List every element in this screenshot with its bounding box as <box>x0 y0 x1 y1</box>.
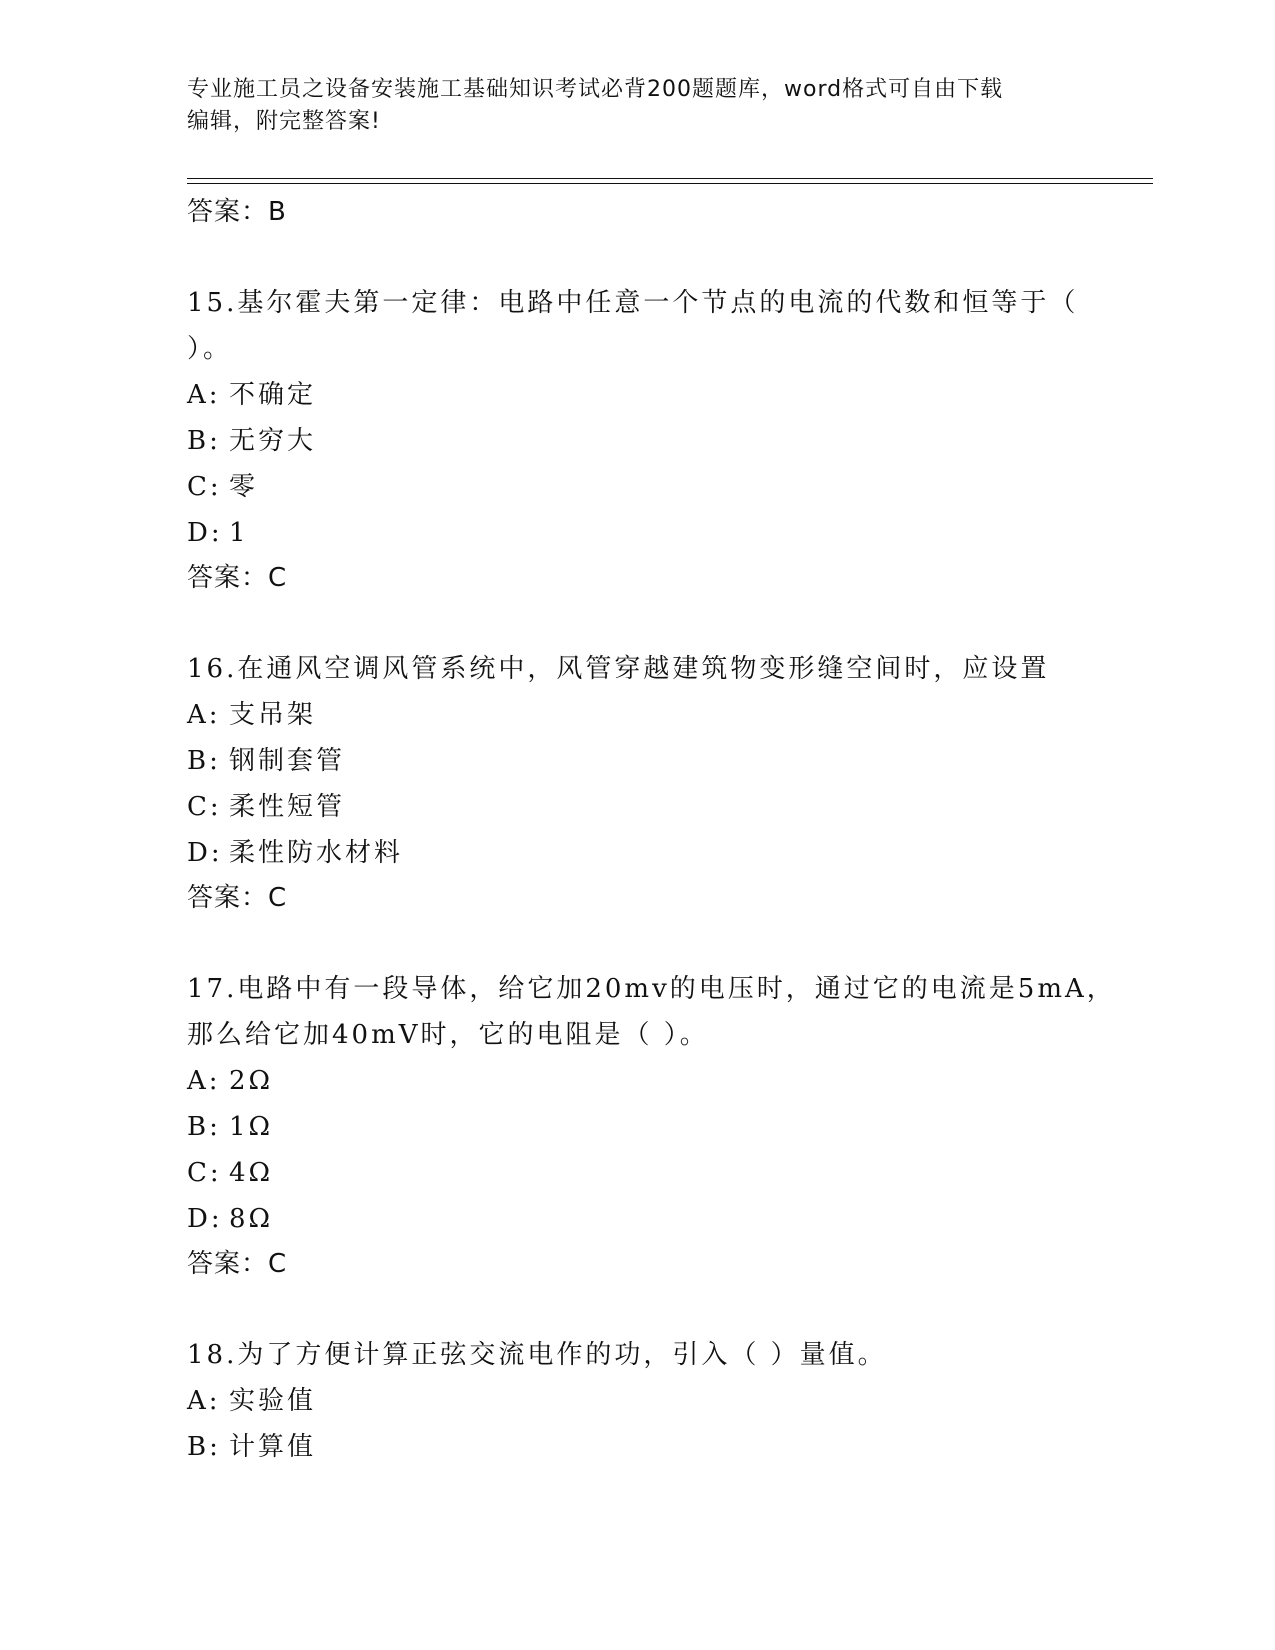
option-label: D: <box>187 518 223 548</box>
question-line-1: 18.为了方便计算正弦交流电作的功，引入（ ）量值。 <box>187 1340 887 1370</box>
option-text: 1 <box>229 518 249 548</box>
option-text: 零 <box>229 472 259 502</box>
option-text: 实验值 <box>229 1386 317 1416</box>
option-d <box>187 830 1147 876</box>
option-text: 计算值 <box>229 1432 317 1462</box>
option-a <box>187 372 1147 418</box>
option-label: C: <box>187 792 222 822</box>
header-divider-top <box>187 178 1153 179</box>
option-label: B: <box>187 746 221 776</box>
question-text <box>187 646 1147 692</box>
question-list <box>187 190 1147 1470</box>
header-line-1: 专业施工员之设备安装施工基础知识考试必背200题题库，word格式可自由下载 <box>187 77 1004 102</box>
option-b <box>187 1104 1147 1150</box>
answer-line: 答案：C <box>187 883 288 913</box>
question-item-15 <box>187 280 1147 600</box>
option-text: 不确定 <box>229 380 317 410</box>
option-d <box>187 510 1147 556</box>
question-text <box>187 966 1147 1058</box>
option-label: B: <box>187 1112 221 1142</box>
option-text: 钢制套管 <box>229 746 346 776</box>
header-divider-bottom <box>187 183 1153 184</box>
option-label: A: <box>187 1066 221 1096</box>
option-text: 1Ω <box>229 1112 274 1142</box>
option-text: 支吊架 <box>229 700 317 730</box>
question-text <box>187 1332 1147 1378</box>
option-a <box>187 1058 1147 1104</box>
option-a <box>187 692 1147 738</box>
question-line-1: 15.基尔霍夫第一定律：电路中任意一个节点的电流的代数和恒等于（ <box>187 288 1079 318</box>
option-c <box>187 464 1147 510</box>
option-label: A: <box>187 1386 221 1416</box>
option-b <box>187 1424 1147 1470</box>
answer-line: 答案：C <box>187 563 288 593</box>
option-label: A: <box>187 700 221 730</box>
option-text: 柔性短管 <box>229 792 346 822</box>
option-label: A: <box>187 380 221 410</box>
question-line-2: 那么给它加40mV时，它的电阻是（ ）。 <box>187 1020 709 1050</box>
option-label: B: <box>187 426 221 456</box>
option-text: 8Ω <box>229 1204 274 1234</box>
option-c <box>187 784 1147 830</box>
answer-line: 答案：C <box>187 1249 288 1279</box>
option-text: 2Ω <box>229 1066 274 1096</box>
option-label: C: <box>187 472 222 502</box>
header-line-2: 编辑，附完整答案! <box>187 109 381 134</box>
option-b <box>187 418 1147 464</box>
option-label: D: <box>187 838 223 868</box>
question-item-18 <box>187 1332 1147 1470</box>
option-text: 柔性防水材料 <box>229 838 404 868</box>
option-c <box>187 1150 1147 1196</box>
option-label: C: <box>187 1158 222 1188</box>
answer-line: 答案：B <box>187 197 287 227</box>
option-text: 4Ω <box>229 1158 274 1188</box>
option-text: 无穷大 <box>229 426 317 456</box>
option-d <box>187 1196 1147 1242</box>
question-line-1: 16.在通风空调风管系统中，风管穿越建筑物变形缝空间时，应设置 <box>187 654 1050 684</box>
question-line-1: 17.电路中有一段导体，给它加20mv的电压时，通过它的电流是5mA， <box>187 974 1116 1004</box>
option-label: B: <box>187 1432 221 1462</box>
option-label: D: <box>187 1204 223 1234</box>
question-line-2: ）。 <box>187 334 233 364</box>
option-a <box>187 1378 1147 1424</box>
question-text <box>187 280 1147 372</box>
question-item-16 <box>187 646 1147 920</box>
document-header <box>187 74 1087 138</box>
option-b <box>187 738 1147 784</box>
question-item-17 <box>187 966 1147 1286</box>
